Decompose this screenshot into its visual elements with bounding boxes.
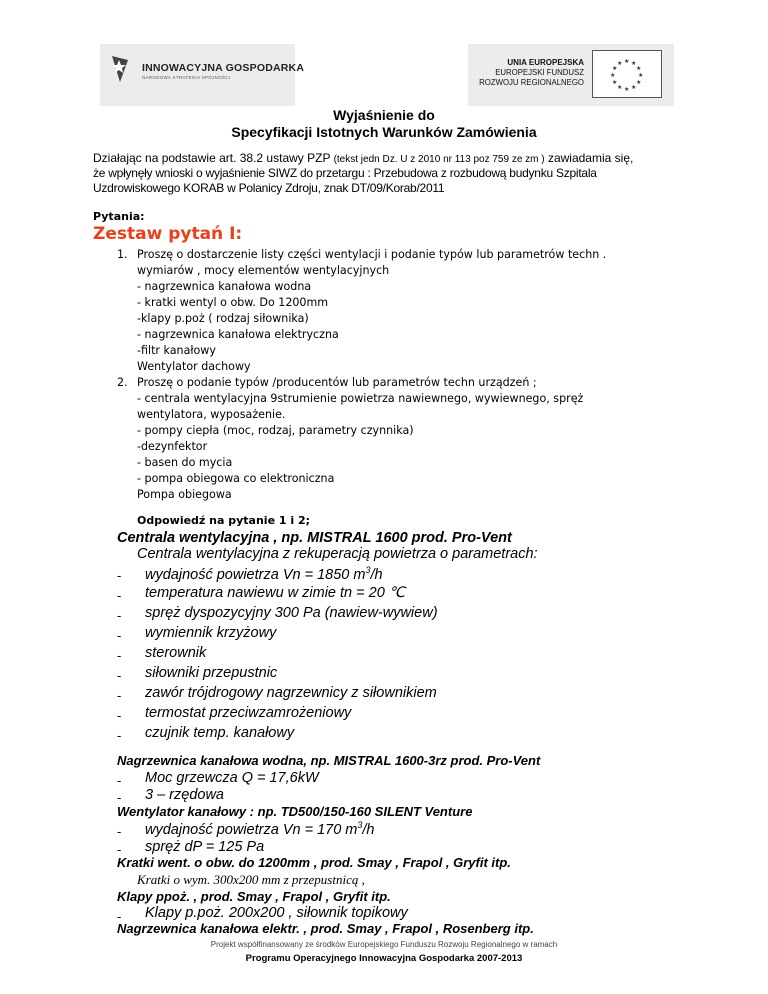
question-number: 2. (117, 376, 128, 389)
damper-title: Klapy ppoż. , prod. Smay , Frapol , Gryfit itp. (117, 889, 391, 904)
bullet-dash: - (117, 668, 122, 683)
question-line: -filtr kanałowy (137, 344, 216, 357)
bullet-dash: - (117, 790, 122, 805)
fan-param: wydajność powietrza Vn = 170 $m^3/h$ (145, 820, 375, 838)
question-line: - pompy ciepła (moc, rodzaj, parametry czynnika) (137, 424, 414, 437)
intro-line1-c: zawiadamia się, (547, 151, 634, 165)
question-line: -klapy p.poż ( rodzaj siłownika) (137, 312, 309, 325)
heater-param: 3 – rzędowa (145, 787, 224, 803)
central-param: zawór trójdrogowy nagrzewnicy z siłownikiem (145, 685, 437, 701)
intro-line2: że wpłynęły wnioski o wyjaśnienie SIWZ do przetargu : Przebudowa z rozbudową budynku Szpitala (93, 166, 597, 180)
svg-text:★: ★ (636, 79, 642, 86)
bullet-dash: - (117, 824, 122, 839)
svg-text:★: ★ (610, 72, 616, 79)
bullet-dash: - (117, 688, 122, 703)
intro-line1-b: (tekst jedn Dz. U z 2010 nr 113 poz 759 ze zm ) (333, 154, 545, 165)
svg-text:★: ★ (617, 60, 623, 67)
bullet-dash: - (117, 909, 122, 924)
answers-label: Odpowiedź na pytanie 1 i 2; (137, 514, 310, 527)
heater-param: Moc grzewcza Q = 17,6kW (145, 770, 319, 786)
question-line: - kratki wentyl o obw. Do 1200mm (137, 296, 329, 309)
bullet-dash: - (117, 842, 122, 857)
bullet-dash: - (117, 773, 122, 788)
page-title-line2: Specyfikacji Istotnych Warunków Zamówienia (231, 124, 537, 140)
question-line: - nagrzewnica kanałowa wodna (137, 280, 312, 293)
fan-param: spręż dP = 125 Pa (145, 839, 265, 855)
grille-title: Kratki went. o obw. do 1200mm , prod. Smay , Frapol , Gryfit itp. (117, 855, 511, 870)
svg-text:★: ★ (612, 79, 618, 86)
bullet-dash: - (117, 728, 122, 743)
question-line: - nagrzewnica kanałowa elektryczna (137, 328, 339, 341)
central-param: spręż dyspozycyjny 300 Pa (nawiew-wywiew) (145, 605, 438, 621)
central-param: termostat przeciwzamrożeniowy (145, 705, 352, 721)
question-line: - basen do mycia (137, 456, 233, 469)
fan-title: Wentylator kanałowy : np. TD500/150-160 SILENT Venture (117, 804, 473, 819)
central-param: czujnik temp. kanałowy (145, 725, 295, 741)
bullet-dash: - (117, 568, 122, 583)
logo-left-line1: INNOWACYJNA GOSPODARKA (142, 62, 305, 74)
intro-line3: Uzdrowiskowego KORAB w Polanicy Zdroju, znak DT/09/Korab/2011 (93, 181, 445, 195)
page-title-line1: Wyjaśnienie do (333, 107, 435, 123)
intro-line1-a: Działając na podstawie art. 38.2 ustawy PZP (93, 151, 331, 165)
question-line: - pompa obiegowa co elektroniczna (137, 472, 335, 485)
electric-heater-title: Nagrzewnica kanałowa elektr. , prod. Smay , Frapol , Rosenberg itp. (117, 921, 534, 936)
eu-logo-line1: UNIA EUROPEJSKA (507, 58, 584, 67)
central-title: Centrala wentylacyjna , np. MISTRAL 1600 prod. Pro-Vent (117, 530, 512, 546)
central-param: temperatura nawiewu w zimie tn = 20 ℃ (145, 585, 406, 601)
damper-param: Klapy p.poż. 200x200 , siłownik topikowy (145, 905, 408, 921)
star-flag-icon (110, 54, 130, 84)
svg-text:★: ★ (617, 84, 623, 91)
svg-text:★: ★ (624, 86, 630, 93)
bullet-dash: - (117, 628, 122, 643)
svg-text:★: ★ (636, 65, 642, 72)
svg-text:★: ★ (638, 72, 644, 79)
question-line: wentylatora, wyposażenie. (137, 408, 286, 421)
question-line: - centrala wentylacyjna 9strumienie powietrza nawiewnego, wywiewnego, spręż (137, 392, 584, 405)
question-line: Proszę o podanie typów /producentów lub parametrów techn urządzeń ; (137, 376, 537, 389)
bullet-dash: - (117, 648, 122, 663)
question-line: Pompa obiegowa (137, 488, 232, 501)
eu-logo-line2: EUROPEJSKI FUNDUSZ (495, 68, 584, 77)
question-line: wymiarów , mocy elementów wentylacyjnych (137, 264, 390, 277)
grille-subtitle: Kratki o wym. 300x200 mm z przepustnicą , (137, 872, 365, 887)
logo-left-line2: NARODOWA STRATEGIA SPÓJNOŚCI (142, 75, 231, 80)
question-line: Wentylator dachowy (137, 360, 251, 373)
question-line: Proszę o dostarczenie listy części wentylacji i podanie typów lub parametrów techn . (137, 248, 607, 261)
svg-text:★: ★ (631, 84, 637, 91)
question-line: -dezynfektor (137, 440, 208, 453)
footer-line2: Programu Operacyjnego Innowacyjna Gospodarka 2007-2013 (245, 953, 523, 964)
intro-line1 (93, 151, 633, 167)
central-param: siłowniki przepustnic (145, 665, 278, 681)
central-param: wydajność powietrza Vn = 1850 $m^3/h$ (145, 565, 383, 583)
innowacyjna-gospodarka-logo (100, 44, 305, 106)
eu-logo-line3: ROZWOJU REGIONALNEGO (479, 78, 584, 87)
bullet-dash: - (117, 708, 122, 723)
questions-heading: Zestaw pytań I: (93, 224, 243, 244)
bullet-dash: - (117, 588, 122, 603)
footer-line1: Projekt współfinansowany ze środków Europejskiego Funduszu Rozwoju Regionalnego w ramach (210, 940, 558, 949)
svg-text:★: ★ (631, 60, 637, 67)
eu-flag-icon (592, 50, 662, 98)
questions-label: Pytania: (93, 210, 145, 223)
heater-title: Nagrzewnica kanałowa wodna, np. MISTRAL 1600-3rz prod. Pro-Vent (117, 753, 541, 768)
question-number: 1. (117, 248, 128, 261)
bullet-dash: - (117, 608, 122, 623)
central-param: sterownik (145, 645, 207, 661)
eu-logo-text (479, 58, 584, 88)
central-subtitle: Centrala wentylacyjna z rekuperacją powietrza o parametrach: (137, 546, 538, 562)
svg-text:★: ★ (612, 65, 618, 72)
svg-text:★: ★ (624, 58, 630, 65)
eu-logo (468, 44, 674, 106)
central-param: wymiennik krzyżowy (145, 625, 277, 641)
